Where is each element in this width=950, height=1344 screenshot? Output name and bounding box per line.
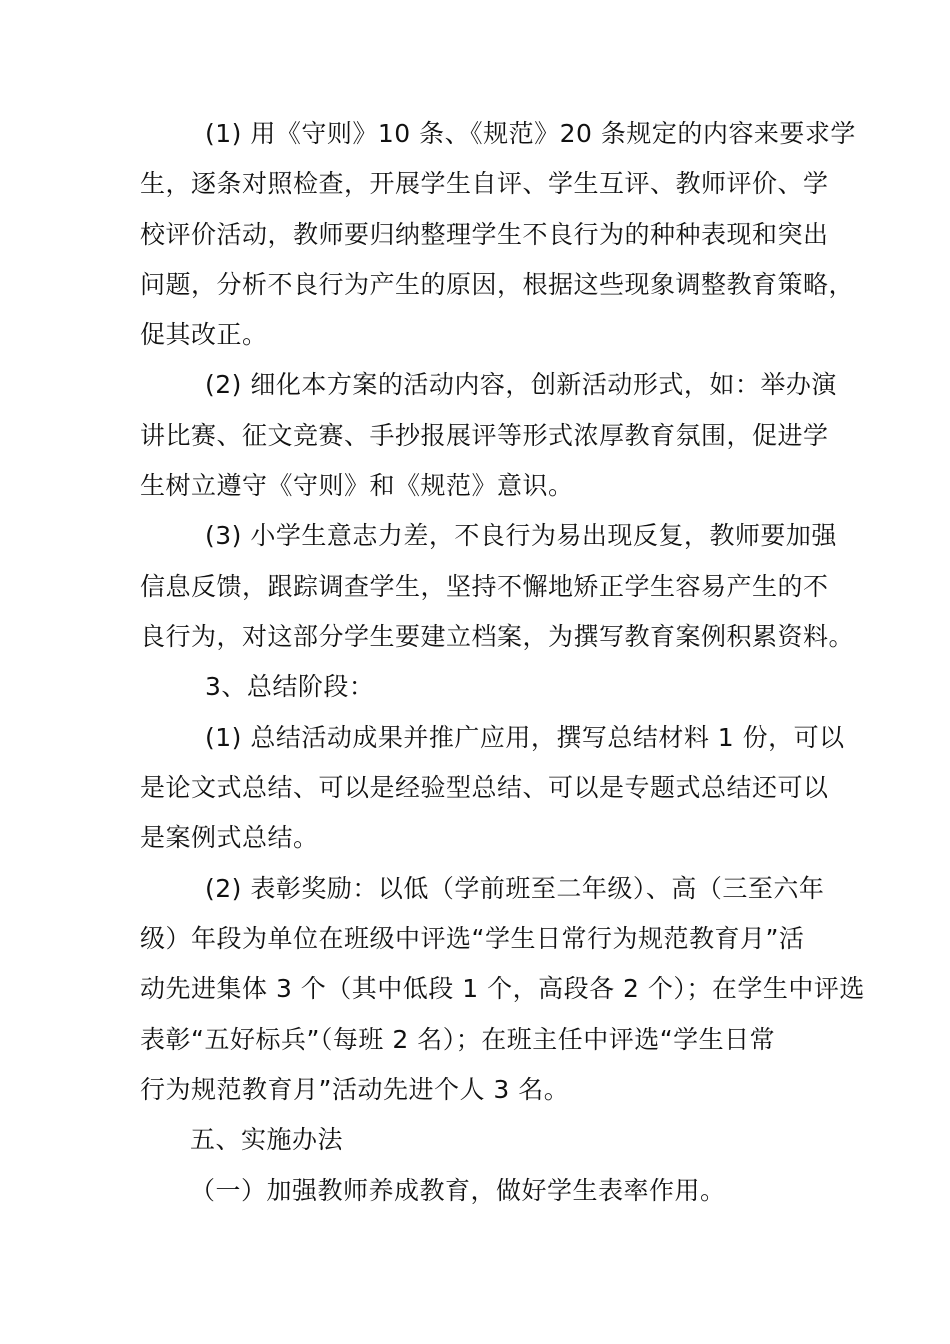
subsection-heading: （一）加强教师养成教育，做好学生表率作用。 (190, 1176, 726, 1205)
text-line: 是论文式总结、可以是经验型总结、可以是专题式总结还可以 (140, 773, 829, 802)
section-heading: 五、实施办法 (190, 1125, 344, 1154)
section-heading: 3、总结阶段： (205, 672, 375, 701)
text-line: 信息反馈，跟踪调查学生，坚持不懈地矫正学生容易产生的不 (140, 572, 829, 601)
text-line: (3) 小学生意志力差，不良行为易出现反复，教师要加强 (205, 521, 837, 550)
text-line: (1) 用《守则》10 条、《规范》20 条规定的内容来要求学 (205, 119, 856, 148)
text-line: 表彰“五好标兵”（每班 2 名）；在班主任中评选“学生日常 (140, 1025, 776, 1054)
text-line: 级）年段为单位在班级中评选“学生日常行为规范教育月”活 (140, 924, 805, 953)
text-line: 讲比赛、征文竞赛、手抄报展评等形式浓厚教育氛围，促进学 (140, 421, 829, 450)
text-line: 行为规范教育月”活动先进个人 3 名。 (140, 1075, 570, 1104)
text-line: 问题，分析不良行为产生的原因，根据这些现象调整教育策略， (140, 270, 855, 299)
text-line: 是案例式总结。 (140, 823, 319, 852)
text-line: (1) 总结活动成果并推广应用，撰写总结材料 1 份，可以 (205, 723, 845, 752)
text-line: 生，逐条对照检查，开展学生自评、学生互评、教师评价、学 (140, 169, 829, 198)
text-line: 校评价活动，教师要归纳整理学生不良行为的种种表现和突出 (140, 220, 829, 249)
text-line: 动先进集体 3 个（其中低段 1 个，高段各 2 个）；在学生中评选 (140, 974, 865, 1003)
text-line: 良行为，对这部分学生要建立档案，为撰写教育案例积累资料。 (140, 622, 855, 651)
text-line: 促其改正。 (140, 320, 268, 349)
text-line: 生树立遵守《守则》和《规范》意识。 (140, 471, 574, 500)
text-line: (2) 细化本方案的活动内容，创新活动形式，如：举办演 (205, 370, 837, 399)
text-line: (2) 表彰奖励：以低（学前班至二年级）、高（三至六年 (205, 874, 825, 903)
